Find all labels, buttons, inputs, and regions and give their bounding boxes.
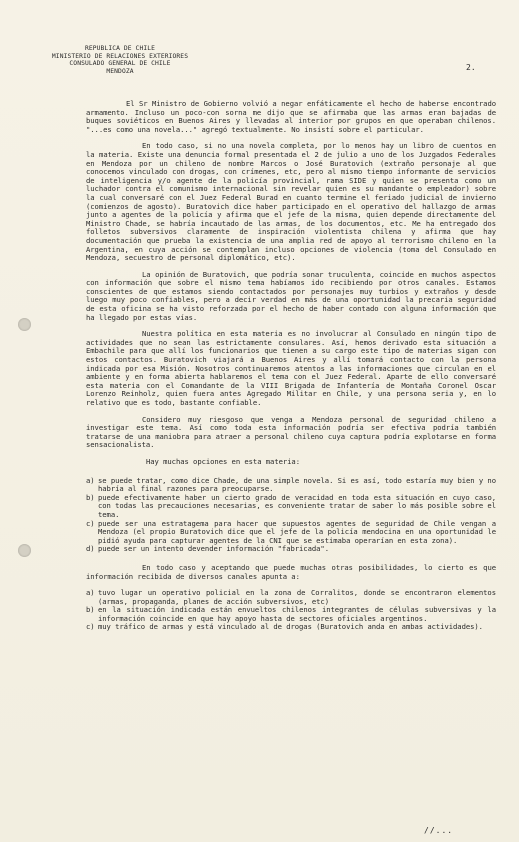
paragraph-2: En todo caso, si no una novela completa, por lo menos hay un libro de cuentos en la materia. Existe una denuncia formal presentada el 2 de julio a uno de los Juzgados Federales en Mendoza por un chileno de nombre Marcos o José Buratovich (extraño personaje al que conocemos vinculado con drogas, con crímenes, etc, pero al mismo tiempo informante de servicios de inteligencia y/o agente de la policía provincial, rama SIDE y quien se presenta como un luchador contra el comunismo internacional sin revelar quien es su mandante o empleador) sobre la cual conversaré con el Juez Federal Burad en cuanto termine el feriado judicial de invierno (comienzos de agosto). Buratovich dice haber participado en el operativo del hallazgo de armas junto a agentes de la policía y afirma que el jefe de la misma, quien depende directamente del Ministro Chade, se habría incautado de las armas, de los documentos, etc. Me ha entregado dos folletos subversivos claramente de inspiración violentista chilena y afirma que hay documentación que prueba la existencia de una amplia red de apoyo al terrorismo chileno en la Argentina, en cuya acción se contemplan incluso opciones de violencia (toma del Consulado en Mendoza, secuestro de personal diplomático, etc). xyxy=(86,141,496,263)
option-marker: d) xyxy=(86,544,95,554)
punch-hole-upper xyxy=(18,318,31,331)
letterhead-consulate: CONSULADO GENERAL DE CHILE xyxy=(69,60,171,68)
conclusion-intro: En todo caso y aceptando que puede muchas otras posibilidades, lo cierto es que información recibida de diversos canales apunta a: xyxy=(86,562,496,581)
option-text: puede ser una estratagema para hacer que supuestos agentes de seguridad de Chile vengan a Mendoza (el propio Buratovich dice que el jefe de la policía mendocina en una oportunidad le pidió ayuda para capturar agentes de la CNI que se estimaba operarían en esta zona). xyxy=(98,518,496,545)
option-text: se puede tratar, como dice Chade, de una simple novela. Si es así, todo estaría muy bien y no habría al final razones para preocuparse. xyxy=(98,475,496,494)
punch-hole-lower xyxy=(18,544,31,557)
option-marker: b) xyxy=(86,492,95,502)
continuation-mark: //... xyxy=(424,826,454,835)
paragraph-1: El Sr Ministro de Gobierno volvió a negar enfáticamente el hecho de haberse encontrado armamento. Incluso un poco-con sorna me dijo que se afirmaba que las armas eran bajadas de buques soviéticos en Buenos Aires y llevadas al interior por grupos en que operaban chilenos. "...es como una novela..." agregó textualmente. No insistí sobre el particular. xyxy=(86,99,496,134)
option-item-c xyxy=(86,520,496,546)
option-text: puede efectivamente haber un cierto grado de veracidad en toda esta situación en cuyo caso, con todas las precauciones necesarias, es conveniente tratar de saber lo más posible sobre el tema. xyxy=(98,492,496,519)
option-marker: c) xyxy=(86,518,95,528)
conclusion-marker: a) xyxy=(86,588,95,598)
option-item-a xyxy=(86,477,496,494)
option-item-d xyxy=(86,545,496,554)
conclusion-item-a xyxy=(86,589,496,606)
conclusions-list xyxy=(86,589,496,632)
conclusion-item-c xyxy=(86,623,496,632)
letterhead-country: REPUBLICA DE CHILE xyxy=(84,45,156,52)
option-item-b xyxy=(86,494,496,520)
conclusion-marker: c) xyxy=(86,622,95,632)
paragraph-4: Nuestra política en esta materia es no involucrar al Consulado en ningún tipo de actividades que no sean las estrictamente consulares. Así, hemos derivado esta situación a Embachile para que allí los funcionarios que tienen a su cargo este tipo de materias sigan con estos contactos. Buratovich viajará a Buenos Aires y allí tomará contacto con la persona indicada por esa Misión. Nosotros continuaremos atentos a las informaciones que circulan en el ambiente y en forma abierta hablaremos el tema con el Juez Federal. Aparte de ello conversaré esta materia con el Comandante de la VIII Brigada de Infantería de Montaña Coronel Oscar Lorenzo Reinholz, quien fuera antes Agregado Militar en Chile, y una persona seria y, en lo relativo que es todo, bastante confiable. xyxy=(86,329,496,407)
option-marker: a) xyxy=(86,475,95,485)
letterhead-city: MENDOZA xyxy=(106,67,134,75)
letterhead xyxy=(40,45,200,75)
options-intro: Hay muchas opciones en esta materia: xyxy=(146,456,300,466)
paragraph-3: La opinión de Buratovich, que podría sonar truculenta, coincide en muchos aspectos con información que sobre el mismo tema habíamos ido recibiendo por otros canales. Estamos conscientes de que estamos siendo contactados por personajes muy turbios y extraños y desde luego muy poco confiables, pero a decir verdad en más de una oportunidad la precaria seguridad de esta oficina se ha visto reforzada por el hecho de haber contado con alguna información que ha llegado por estas vías. xyxy=(86,269,496,322)
conclusion-text: muy tráfico de armas y está vinculado al de drogas (Buratovich anda en ambas actividades). xyxy=(98,622,483,632)
conclusion-item-b xyxy=(86,606,496,623)
conclusion-marker: b) xyxy=(86,605,95,615)
conclusion-text: en la situación indicada están envueltos chilenos integrantes de células subversivas y la información coincide en que hay apoyo hasta de sectores oficiales argentinos. xyxy=(98,605,496,623)
page-number: 2. xyxy=(466,63,476,72)
letterhead-ministry: MINISTERIO DE RELACIONES EXTERIORES xyxy=(51,52,189,60)
paragraph-5: Considero muy riesgoso que venga a Mendoza personal de seguridad chileno a investigar este tema. Así como toda esta información podría ser efectiva podría también tratarse de una maniobra para atraer a personal chileno cuya captura podría explotarse en forma sensacionalista. xyxy=(86,414,496,450)
option-text: puede ser un intento devender información "fabricada". xyxy=(98,544,329,554)
options-list xyxy=(86,477,496,554)
letter-body xyxy=(86,100,496,632)
conclusion-text: tuvo lugar un operativo policial en la zona de Corralitos, donde se encontraron elementos (armas, propaganda, planes de acción subversivos, etc) xyxy=(98,588,496,606)
